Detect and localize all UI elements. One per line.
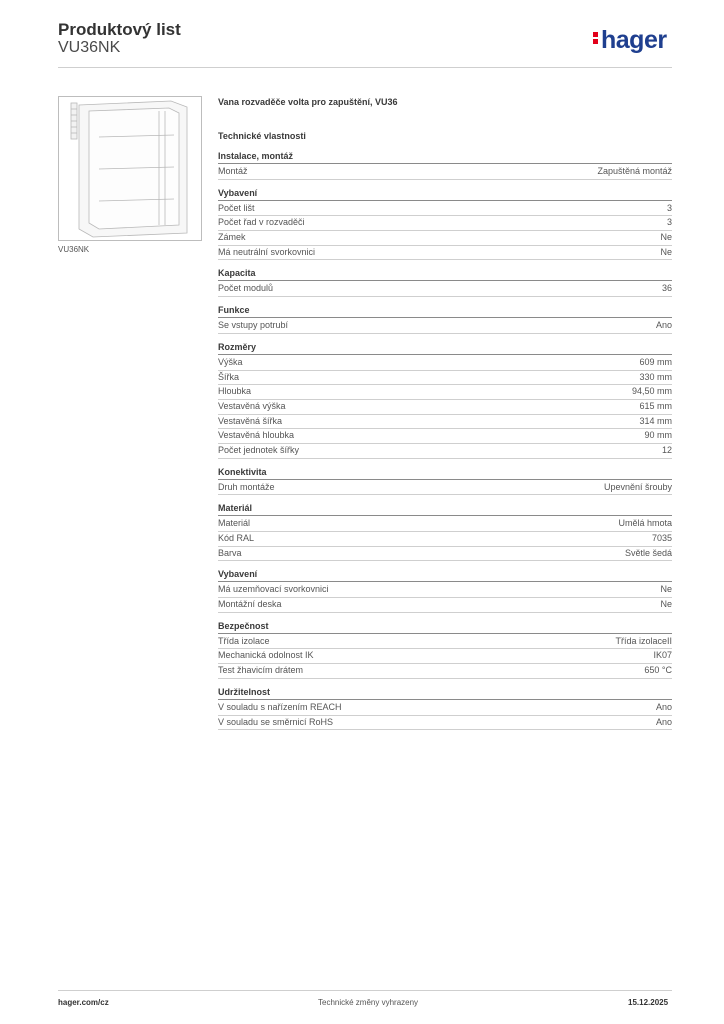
product-image bbox=[58, 96, 202, 241]
spec-label: V souladu se směrnicí RoHS bbox=[218, 716, 334, 727]
spec-value: 3 bbox=[666, 217, 672, 228]
section-title: Instalace, montáž bbox=[218, 150, 672, 164]
spec-row bbox=[218, 547, 672, 562]
spec-value: Ano bbox=[655, 716, 672, 727]
specs-heading: Technické vlastnosti bbox=[218, 131, 306, 141]
spec-label: Barva bbox=[218, 547, 242, 558]
spec-label: Hloubka bbox=[218, 386, 252, 397]
image-caption: VU36NK bbox=[58, 245, 90, 254]
spec-row bbox=[218, 246, 672, 261]
enclosure-icon bbox=[59, 97, 201, 240]
spec-section bbox=[218, 304, 672, 334]
spec-row bbox=[218, 415, 672, 430]
spec-label: Vestavěná výška bbox=[218, 400, 286, 411]
spec-value: 330 mm bbox=[639, 371, 672, 382]
section-title: Vybavení bbox=[218, 187, 672, 201]
hager-logo bbox=[593, 28, 667, 53]
footer-website: hager.com/cz bbox=[58, 998, 109, 1007]
spec-label: V souladu s nařízením REACH bbox=[218, 701, 342, 712]
spec-value: 90 mm bbox=[644, 430, 672, 441]
spec-label: Má uzemňovací svorkovnici bbox=[218, 584, 329, 595]
spec-row bbox=[218, 216, 672, 231]
spec-row bbox=[218, 371, 672, 386]
spec-label: Vestavěná šířka bbox=[218, 415, 283, 426]
logo-dots-icon bbox=[593, 30, 599, 46]
spec-section bbox=[218, 620, 672, 679]
footer-date: 15.12.2025 bbox=[628, 998, 669, 1007]
spec-section bbox=[218, 568, 672, 612]
spec-section bbox=[218, 466, 672, 496]
section-title: Udržitelnost bbox=[218, 686, 672, 700]
spec-row bbox=[218, 165, 672, 180]
spec-row bbox=[218, 356, 672, 371]
spec-value: 94,50 mm bbox=[631, 386, 672, 397]
spec-value: Ne bbox=[660, 584, 672, 595]
spec-label: Se vstupy potrubí bbox=[218, 320, 289, 331]
spec-value: IK07 bbox=[653, 650, 672, 661]
spec-value: 12 bbox=[661, 444, 672, 455]
spec-value: Ano bbox=[655, 701, 672, 712]
spec-label: Druh montáže bbox=[218, 481, 275, 492]
spec-row bbox=[218, 444, 672, 459]
spec-value: 609 mm bbox=[639, 356, 672, 367]
spec-row bbox=[218, 635, 672, 650]
section-title: Vybavení bbox=[218, 568, 672, 582]
spec-row bbox=[218, 429, 672, 444]
spec-label: Montážní deska bbox=[218, 599, 282, 610]
spec-label: Má neutrální svorkovnici bbox=[218, 246, 316, 257]
product-code: VU36NK bbox=[58, 39, 121, 56]
spec-section bbox=[218, 187, 672, 261]
spec-value: Ne bbox=[660, 232, 672, 243]
spec-label: Počet jednotek šířky bbox=[218, 444, 300, 455]
spec-row bbox=[218, 649, 672, 664]
spec-row bbox=[218, 664, 672, 679]
spec-label: Materiál bbox=[218, 518, 251, 529]
spec-label: Počet řad v rozvaděči bbox=[218, 217, 305, 228]
section-title: Kapacita bbox=[218, 267, 672, 281]
spec-row bbox=[218, 701, 672, 716]
spec-section bbox=[218, 267, 672, 297]
spec-value: Třída izolaceII bbox=[615, 635, 672, 646]
spec-label: Počet lišt bbox=[218, 202, 255, 213]
header-divider bbox=[58, 67, 672, 68]
spec-value: 615 mm bbox=[639, 400, 672, 411]
section-title: Materiál bbox=[218, 502, 672, 516]
spec-row bbox=[218, 385, 672, 400]
spec-row bbox=[218, 319, 672, 334]
spec-value: 36 bbox=[661, 283, 672, 294]
spec-section bbox=[218, 502, 672, 561]
spec-value: Upevnění šrouby bbox=[603, 481, 672, 492]
footer-note: Technické změny vyhrazeny bbox=[318, 998, 419, 1007]
section-title: Funkce bbox=[218, 304, 672, 318]
spec-row bbox=[218, 583, 672, 598]
spec-table bbox=[218, 143, 672, 730]
spec-value: Umělá hmota bbox=[618, 518, 672, 529]
spec-value: Zapuštěná montáž bbox=[597, 166, 672, 176]
spec-value: 314 mm bbox=[639, 415, 672, 426]
spec-label: Mechanická odolnost IK bbox=[218, 650, 314, 661]
footer-divider bbox=[58, 990, 672, 991]
spec-section bbox=[218, 341, 672, 459]
spec-row bbox=[218, 716, 672, 731]
spec-label: Šířka bbox=[218, 371, 240, 382]
spec-value: Ne bbox=[660, 246, 672, 257]
spec-value: 650 °C bbox=[644, 665, 672, 676]
spec-row bbox=[218, 231, 672, 246]
spec-label: Test žhavicím drátem bbox=[218, 665, 304, 676]
spec-row bbox=[218, 532, 672, 547]
spec-row bbox=[218, 282, 672, 297]
spec-label: Vestavěná hloubka bbox=[218, 430, 295, 441]
spec-value: Ano bbox=[655, 320, 672, 331]
logo-text: hager bbox=[601, 26, 667, 54]
spec-label: Montáž bbox=[218, 166, 248, 176]
page-title: Produktový list bbox=[58, 20, 181, 39]
spec-value: Ne bbox=[660, 599, 672, 610]
spec-value: 3 bbox=[666, 202, 672, 213]
spec-label: Výška bbox=[218, 356, 243, 367]
spec-label: Třída izolace bbox=[218, 635, 270, 646]
spec-row bbox=[218, 400, 672, 415]
section-title: Rozměry bbox=[218, 341, 672, 355]
spec-row bbox=[218, 202, 672, 217]
product-description: Vana rozvaděče volta pro zapuštění, VU36 bbox=[218, 97, 398, 107]
spec-label: Zámek bbox=[218, 232, 246, 243]
spec-row bbox=[218, 517, 672, 532]
spec-section bbox=[218, 150, 672, 180]
section-title: Bezpečnost bbox=[218, 620, 672, 634]
spec-label: Počet modulů bbox=[218, 283, 274, 294]
spec-value: 7035 bbox=[651, 533, 672, 543]
spec-label: Kód RAL bbox=[218, 533, 255, 543]
spec-value: Světle šedá bbox=[624, 547, 672, 558]
section-title: Konektivita bbox=[218, 466, 672, 480]
spec-row bbox=[218, 481, 672, 496]
spec-row bbox=[218, 598, 672, 613]
spec-section bbox=[218, 686, 672, 730]
